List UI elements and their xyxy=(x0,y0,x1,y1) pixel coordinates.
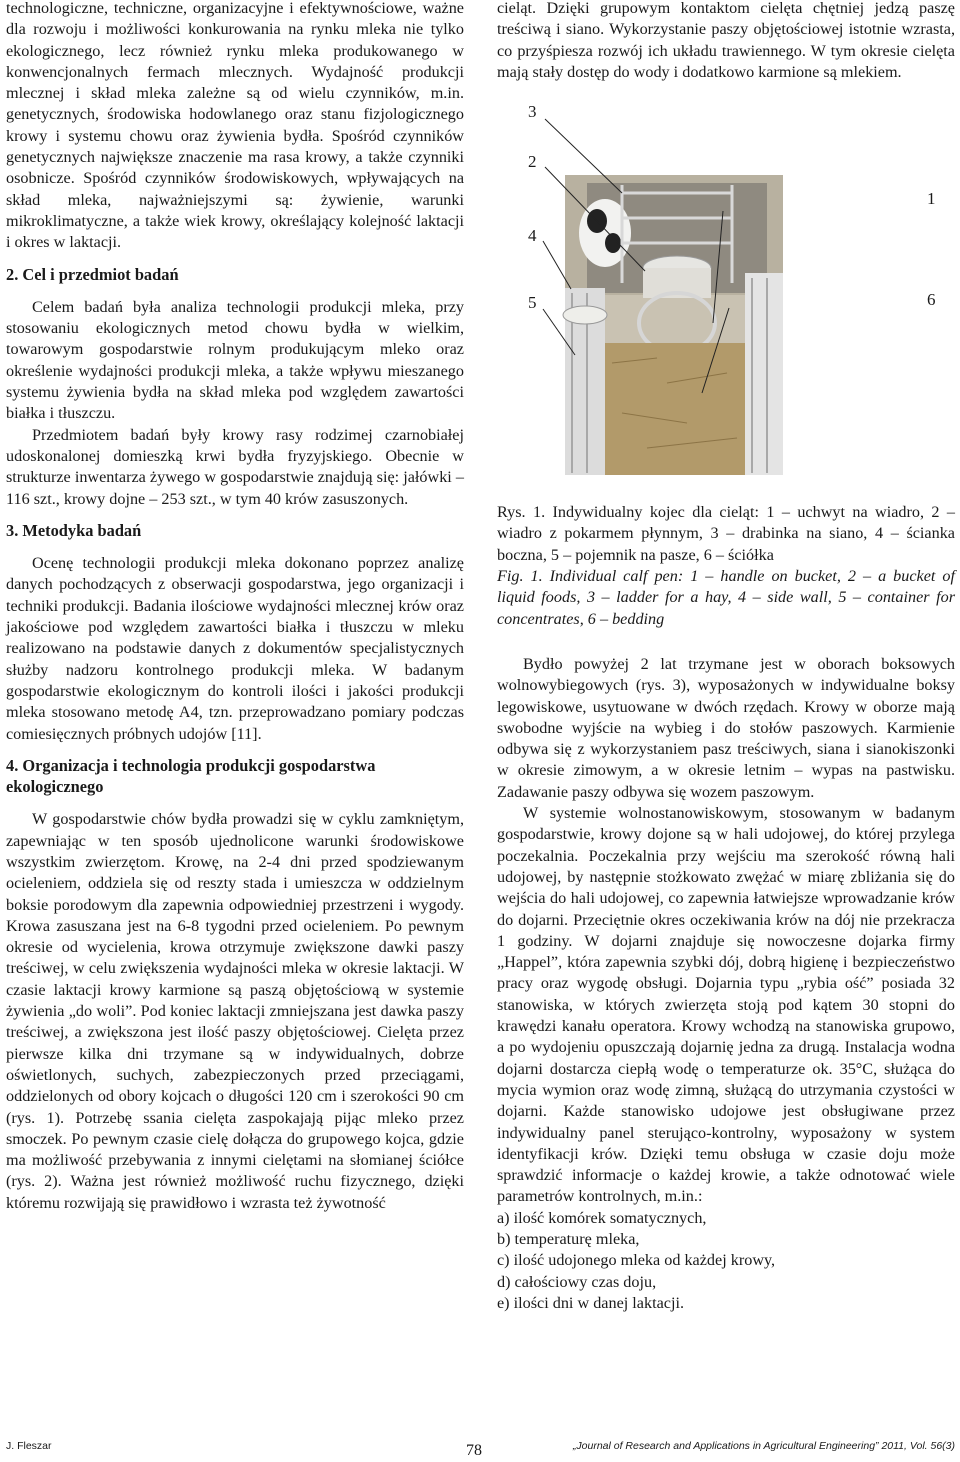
figure-label-3: 3 xyxy=(528,102,537,122)
figure-label-5: 5 xyxy=(528,293,537,313)
paragraph-methodology: Ocenę technologii produkcji mleka dokonano poprzez analizę danych pochodzących z obserwacji gospodarstwa, jego organizacji i techniki produkcji. Badania ilościowe wydajności mlecznej krów oraz jakościowe pod względem zawartości białka i tłuszczu w mleku realizowano na podstawie danych z dokumentów specjalistycznych służby nadzoru kontrolnego produkcji mleka. W badanym gospodarstwie ekologicznym do kontroli ilości i jakości produkcji mleka stosowano metodę A4, tzn. przeprowadzano pomiary podczas comiesięcznych próbnych udojów [11]. xyxy=(6,554,464,743)
calf-pen-photo xyxy=(527,93,785,488)
list-item: d) całościowy czas doju, xyxy=(497,1272,657,1291)
paragraph-cattle-housing: Bydło powyżej 2 lat trzymane jest w oborach boksowych wolnowybiegowych (rys. 3), wyposażonych w indywidualne boksy legowiskowe, usytuowane w dwóch rzędach. Krowy w oborze mają swobodne wyjście na wybieg i do stołów paszowych. Karmienie odbywa się z wykorzystaniem pasz treściwych, siana i sianokiszonki w okresie zimowym, a w okresie letnim – wypas na pastwisku. Zadawanie paszy odbywa się wozem paszowym. xyxy=(497,654,955,801)
paragraph-organization: W gospodarstwie chów bydła prowadzi się w cyklu zamkniętym, zapewniając w ten sposób ujednolicone warunki środowiskowe wszystkim zwierzętom. Krowę, na 2-4 dni przed spodziewanym ocieleniem, oddziela się od reszty stada i umieszcza w oddzielnym boksie porodowym dla zapewnia odpowiedniej przestrzeni i wygody. Krowa zasuszana jest na 6-8 tygodni przed ocieleniem. Po pewnym okresie od wycielenia, krowa otrzymuje zwiększone dawki paszy treściwej, w celu zwiększenia wydajności mleka w okresie laktacji. W czasie laktacji krowy karmione są paszą objętościową w systemie żywienia „do woli”. Pod koniec laktacji zmniejszana jest dawka paszy treściwej, a zwiększona jest ilość paszy objętościowej. Cielęta przez pierwsze kilka dni trzymane są w indywidualnych, dobrze oświetlonych, suchych, zabezpieczonych przed przeciągami, oddzielonych od obory kojcach o długości 120 cm i szerokości 90 cm (rys. 1). Potrzebę ssania cielęta zaspokajają pijąc mleko przez smoczek. Po pewnym czasie cielę dołącza do grupowego kojca, gdzie ma możliwość przebywania z innymi cielętami na słomianej ściółce (rys. 2). Ważna jest również możliwość ruchu fizycznego, dzięki któremu rozwijają się prawidłowo i wzrasta też żywotność xyxy=(6,810,464,1212)
page-footer xyxy=(0,1437,960,1462)
figure-label-1: 1 xyxy=(927,189,936,209)
figure-caption-english: Fig. 1. Individual calf pen: 1 – handle on bucket, 2 – a bucket of liquid foods, 3 – ladder for a hay, 4 – side wall, 5 – container for concentrates, 6 – bedding xyxy=(497,567,955,628)
footer-author: J. Fleszar xyxy=(6,1440,52,1452)
figure-label-2: 2 xyxy=(528,152,537,172)
heading-section-3: 3. Metodyka badań xyxy=(6,520,142,540)
list-item: c) ilość udojonego mleka od każdej krowy, xyxy=(497,1251,776,1270)
footer-journal: „Journal of Research and Applications in Agricultural Engineering” 2011, Vol. 56(3) xyxy=(572,1440,955,1452)
left-column xyxy=(6,0,464,1214)
right-column xyxy=(497,0,955,1314)
list-item: b) temperaturę mleka, xyxy=(497,1229,640,1248)
paragraph-aim: Celem badań była analiza technologii produkcji mleka, przy stosowaniu ekologicznych metod chowu bydła w wielkim, towarowym gospodarstwie rolnym produkującym mleko oraz określenie wydajności produkcji mleka, a także wpływu mieszanego systemu żywienia bydła na skład mleka pod względem zawartości białka i tłuszczu. xyxy=(6,297,464,423)
list-item: a) ilość komórek somatycznych, xyxy=(497,1208,707,1227)
list-item: e) ilości dni w danej laktacji. xyxy=(497,1293,684,1312)
page-number: 78 xyxy=(466,1442,482,1459)
heading-section-2: 2. Cel i przedmiot badań xyxy=(6,264,179,284)
control-parameters-list xyxy=(497,1208,955,1314)
heading-section-4: 4. Organizacja i technologia produkcji gospodarstwa ekologicznego xyxy=(6,755,376,797)
figure-caption-polish: Rys. 1. Indywidualny kojec dla cieląt: 1 – uchwyt na wiadro, 2 – wiadro z pokarmem płynnym, 3 – drabinka na siano, 4 – ścianka boczna, 5 – pojemnik na pasze, 6 – ściółka xyxy=(497,503,955,564)
paragraph-calves-continued: cieląt. Dzięki grupowym kontaktom cielęta chętniej jedzą paszę treściwą i siano. Wykorzystanie paszy objętościowej istotnie wzrasta, co przyśpiesza rozwój ich układu trawiennego. W tym okresie cielęta mają stały dostęp do wody i dodatkowo karmione są mlekiem. xyxy=(497,0,955,81)
paragraph-subject: Przedmiotem badań były krowy rasy rodzimej czarnobiałej udoskonalonej domieszką krwi bydła fryzyjskiego. Obecnie w strukturze inwentarza żywego w gospodarstwie znajdują się: jałówki – 116 szt., krowy dojne – 253 szt., w tym 40 krów zasuszonych. xyxy=(6,425,464,508)
paragraph-milking-system: W systemie wolnostanowiskowym, stosowanym w badanym gospodarstwie, krowy dojone są w hali udojowej, do której przylega poczekalnia. Poczekalnia przy wejściu ma szerokość równą hali udojowej, by następnie stożkowato zwężać w miarę zbliżania się do wejścia do hali udojowej, co zapewnia łatwiejsze wprowadzanie krów do dojarni. Przeciętnie okres oczekiwania krów na dój nie przekracza 1 godziny. W dojarni znajduje się nowoczesne dojarka firmy „Happel”, która zapewnia szybki dój, dobrą higienę i bezpieczeństwo pracy oraz wygodę obsługi. Dojarnia typu „rybia ość” posiada 32 stanowiska, w których zwierzęta stoją pod kątem 30 stopni do krawędzi kanału operatora. Krowy wchodzą na stanowiska grupowo, a po wydojeniu opuszczają dojarnię jedna za drugą. Instalacja wodna dojarni dostarcza ciepłą wodę o temperaturze ok. 35°C, służąca do mycia wymion oraz wodę zimną, służącą do utrzymania czystości w dojarni. Każde stanowisko udojowe jest obsługiwane przez indywidualny panel sterująco-kontrolny, wyposażony w system identyfikacji krów. Dzięki temu obsługa w czasie doju może sprawdzić informacje o każdej krowie, a także odnotować wiele parametrów kontrolnych, m.in.: xyxy=(497,804,955,1206)
figure-calf-pen xyxy=(527,93,936,488)
figure-label-6: 6 xyxy=(927,290,936,310)
paragraph-intro-continued: technologiczne, techniczne, organizacyjne i efektywnościowe, ważne dla rozwoju i możliwości konkurowania na rynku mleka nie tylko ekologicznego, lecz również rynku mleka produkowanego w konwencjonalnych fermach mlecznych. Wydajność produkcji mlecznej i skład mleka zależne są od wielu czynników, m.in. genetycznych, środowiska hodowlanego oraz stanu fizjologicznego krowy i systemu chowu oraz żywienia bydła. Spośród czynników genetycznych największe znaczenie ma rasa krowy, a także czynniki osobnicze. Spośród czynników środowiskowych, wpływających na skład mleka, najważniejszymi są: żywienie, warunki mikroklimatyczne, a także wiek krowy, określający kolejność laktacji i okres w laktacji. xyxy=(6,0,464,252)
figure-label-4: 4 xyxy=(528,226,537,246)
